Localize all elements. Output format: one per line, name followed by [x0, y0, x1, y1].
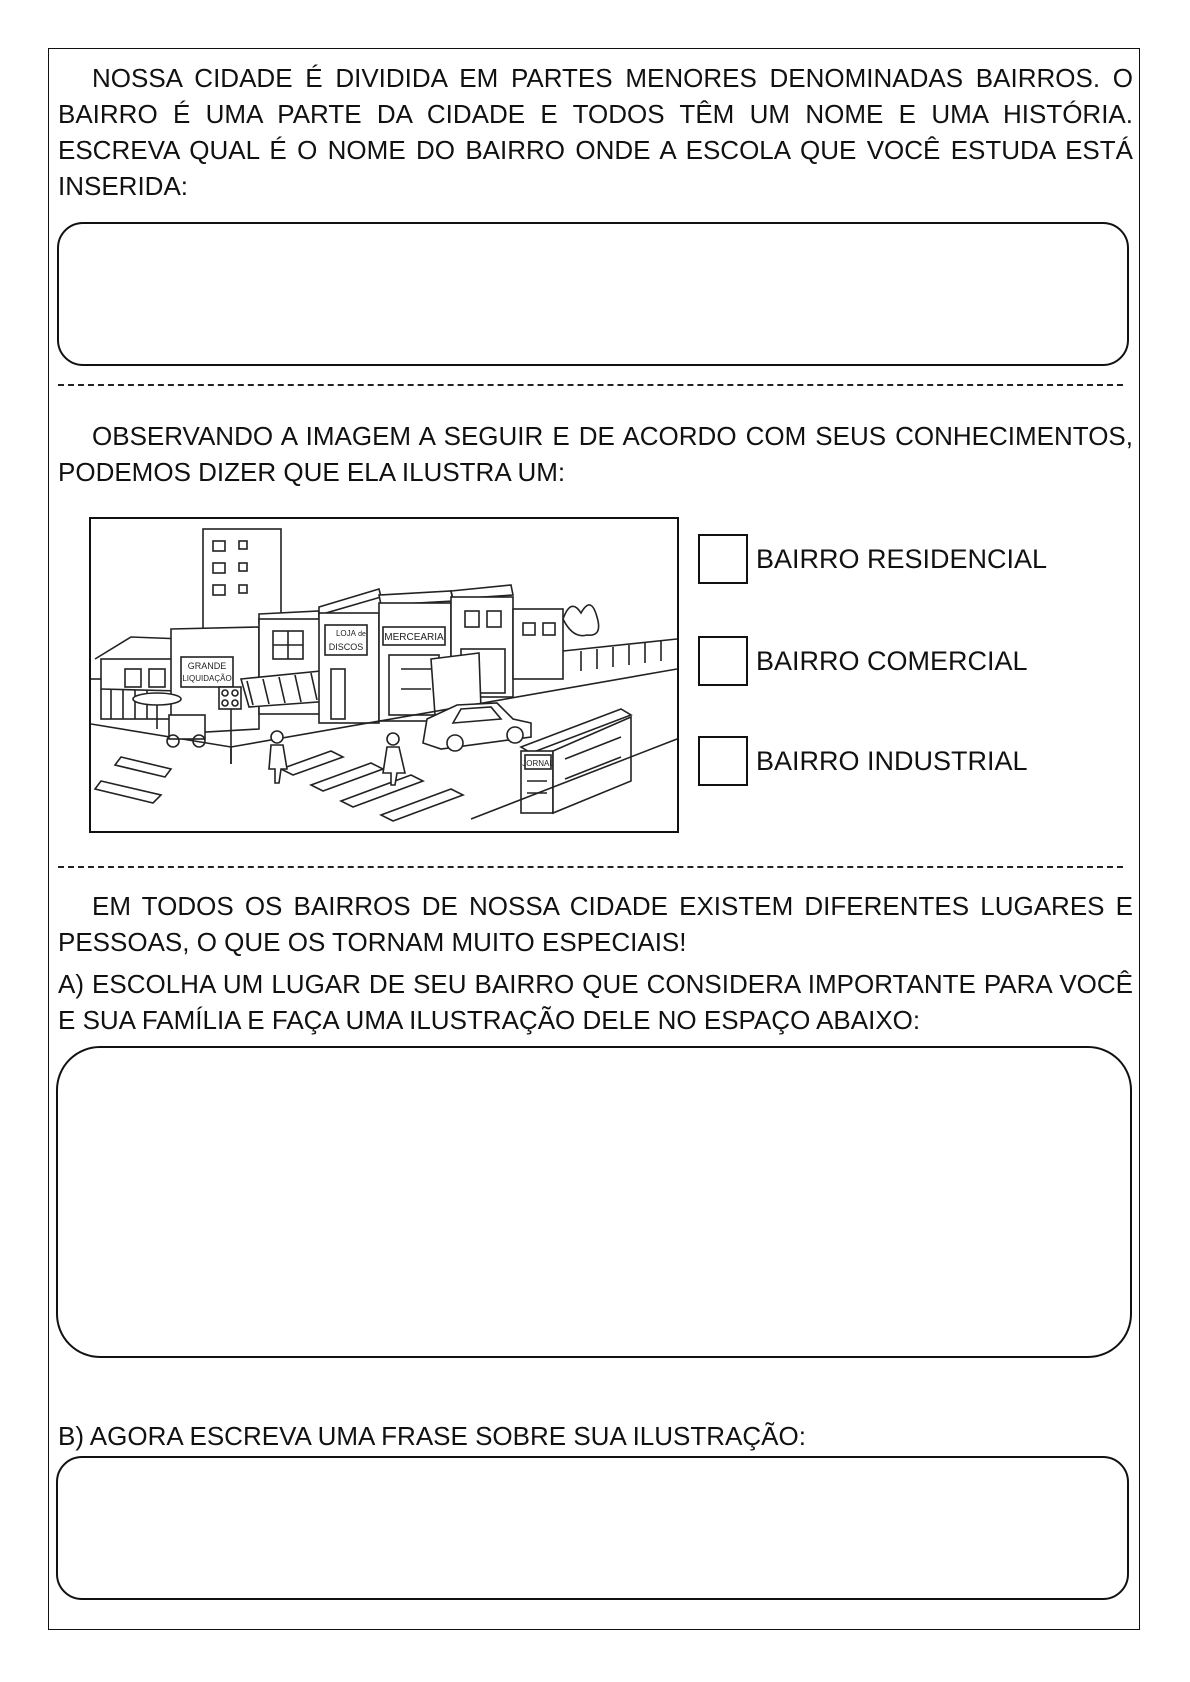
checkbox-industrial[interactable] [698, 736, 748, 786]
street-scene-drawing [91, 519, 677, 831]
checkbox-residential[interactable] [698, 534, 748, 584]
sentence-answer-box[interactable] [56, 1456, 1129, 1600]
sign-jornal: JORNAL [522, 759, 554, 768]
illustration-drawing-area[interactable] [56, 1046, 1132, 1358]
option-commercial[interactable] [698, 634, 1028, 688]
question3-intro: EM TODOS OS BAIRROS DE NOSSA CIDADE EXISTEM DIFERENTES LUGARES E PESSOAS, O QUE OS TORNAM MUITO ESPECIAIS! [58, 891, 1133, 957]
checkbox-commercial[interactable] [698, 636, 748, 686]
question3-part-b: B) AGORA ESCREVA UMA FRASE SOBRE SUA ILUSTRAÇÃO: [58, 1421, 806, 1451]
neighborhood-illustration [89, 517, 679, 833]
sign-discos: DISCOS [328, 642, 364, 652]
option-residential-label: BAIRRO RESIDENCIAL [756, 543, 1048, 574]
sign-grande: GRANDE [187, 661, 227, 671]
section-divider-2 [58, 866, 1123, 868]
option-industrial-label: BAIRRO INDUSTRIAL [756, 745, 1028, 776]
neighborhood-name-answer-box[interactable] [57, 222, 1129, 366]
sign-loja: LOJA [335, 629, 357, 638]
sign-mercearia: MERCEARIA [384, 632, 444, 643]
option-residential[interactable] [698, 532, 1047, 586]
sign-liquidacao: LIQUIDAÇÃO [182, 674, 232, 683]
sign-de: de [358, 631, 366, 638]
option-industrial[interactable] [698, 734, 1028, 788]
question1-text: NOSSA CIDADE É DIVIDIDA EM PARTES MENORES DENOMINADAS BAIRROS. O BAIRRO É UMA PARTE DA CIDADE E TODOS TÊM UM NOME E UMA HISTÓRIA. ESCREVA QUAL É O NOME DO BAIRRO ONDE A ESCOLA QUE VOCÊ ESTUDA ESTÁ INSERIDA: [58, 63, 1133, 201]
question3-part-a: A) ESCOLHA UM LUGAR DE SEU BAIRRO QUE CONSIDERA IMPORTANTE PARA VOCÊ E SUA FAMÍLIA E FAÇA UMA ILUSTRAÇÃO DELE NO ESPAÇO ABAIXO: [58, 969, 1133, 1035]
section-divider [58, 384, 1123, 386]
option-commercial-label: BAIRRO COMERCIAL [756, 645, 1028, 676]
question2-text: OBSERVANDO A IMAGEM A SEGUIR E DE ACORDO COM SEUS CONHECIMENTOS, PODEMOS DIZER QUE ELA ILUSTRA UM: [58, 421, 1133, 487]
